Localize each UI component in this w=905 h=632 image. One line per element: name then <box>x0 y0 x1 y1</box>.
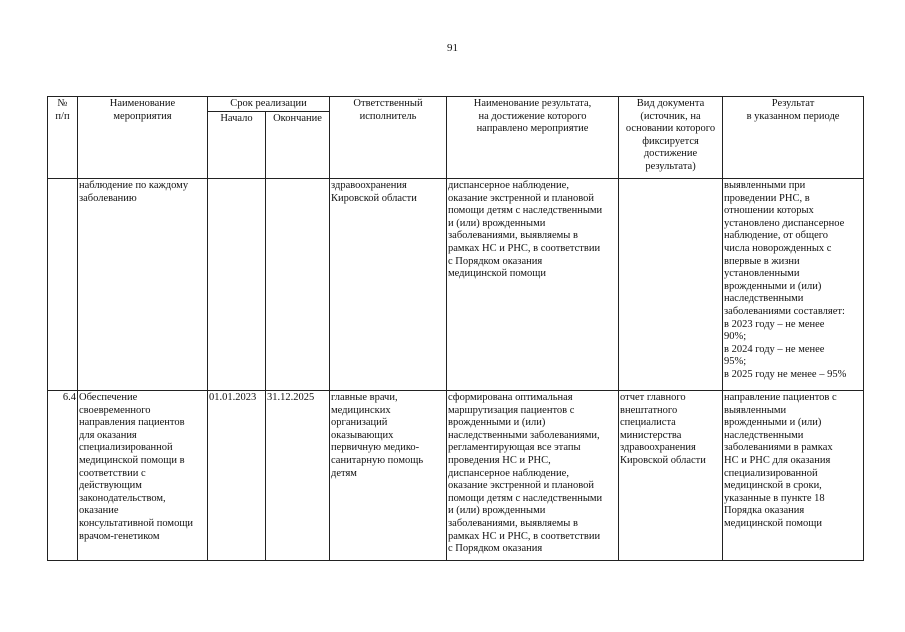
row-end <box>266 179 330 391</box>
row-result-name: диспансерное наблюдение, оказание экстренной и плановой помощи детям с наследственными и (или) врожденными заболеваниями, выявляемы в рамках НС и РНС, в соответствии с Порядком оказания медицинской помощи <box>447 179 619 391</box>
row-executor: главные врачи, медицинских организаций оказывающих первичную медико- санитарную помощь детям <box>330 391 447 561</box>
row-result: выявленными при проведении РНС, в отношении которых установлено диспансерное наблюдение, от общего числа новорожденных с впервые в жизни установленными врожденными и (или) наследственными заболеваниями составляет: в 2023 году – не менее 90%; в 2024 году – не менее 95%; в 2025 году не менее – 95% <box>723 179 864 391</box>
table-row <box>48 391 864 561</box>
row-num <box>48 179 78 391</box>
row-executor: здравоохранения Кировской области <box>330 179 447 391</box>
header-start: Начало <box>208 111 266 178</box>
header-end: Окончание <box>266 111 330 178</box>
row-doc-type: отчет главного внештатного специалиста министерства здравоохранения Кировской области <box>619 391 723 561</box>
row-num: 6.4 <box>48 391 78 561</box>
header-num: № п/п <box>48 97 78 179</box>
header-result-name: Наименование результата, на достижение которого направлено мероприятие <box>447 97 619 179</box>
header-executor: Ответственный исполнитель <box>330 97 447 179</box>
row-start <box>208 179 266 391</box>
row-doc-type <box>619 179 723 391</box>
activities-table <box>47 96 864 561</box>
row-name: наблюдение по каждому заболеванию <box>78 179 208 391</box>
header-result: Результат в указанном периоде <box>723 97 864 179</box>
row-name: Обеспечение своевременного направления пациентов для оказания специализированной медицинской помощи в соответствии с действующим законодательством, оказание консультативной помощи врачом-генетиком <box>78 391 208 561</box>
page-number: 91 <box>447 42 458 54</box>
header-doc-type: Вид документа (источник, на основании которого фиксируется достижение результата) <box>619 97 723 179</box>
table-row <box>48 179 864 391</box>
header-name: Наименование мероприятия <box>78 97 208 179</box>
row-start: 01.01.2023 <box>208 391 266 561</box>
row-result: направление пациентов с выявленными врожденными и (или) наследственными заболеваниями в рамках НС и РНС для оказания специализированной медицинской в сроки, указанные в пункте 18 Порядка оказания медицинской помощи <box>723 391 864 561</box>
row-result-name: сформирована оптимальная маршрутизация пациентов с врожденными и (или) наследственными заболеваниями, регламентирующая все этапы проведения НС и РНС, диспансерное наблюдение, оказание экстренной и плановой помощи детям с наследственными и (или) врожденными заболеваниями, выявляемы в рамках НС и РНС, в соответствии с Порядком оказания <box>447 391 619 561</box>
header-term: Срок реализации <box>208 97 330 112</box>
header-row-1 <box>48 97 864 112</box>
row-end: 31.12.2025 <box>266 391 330 561</box>
